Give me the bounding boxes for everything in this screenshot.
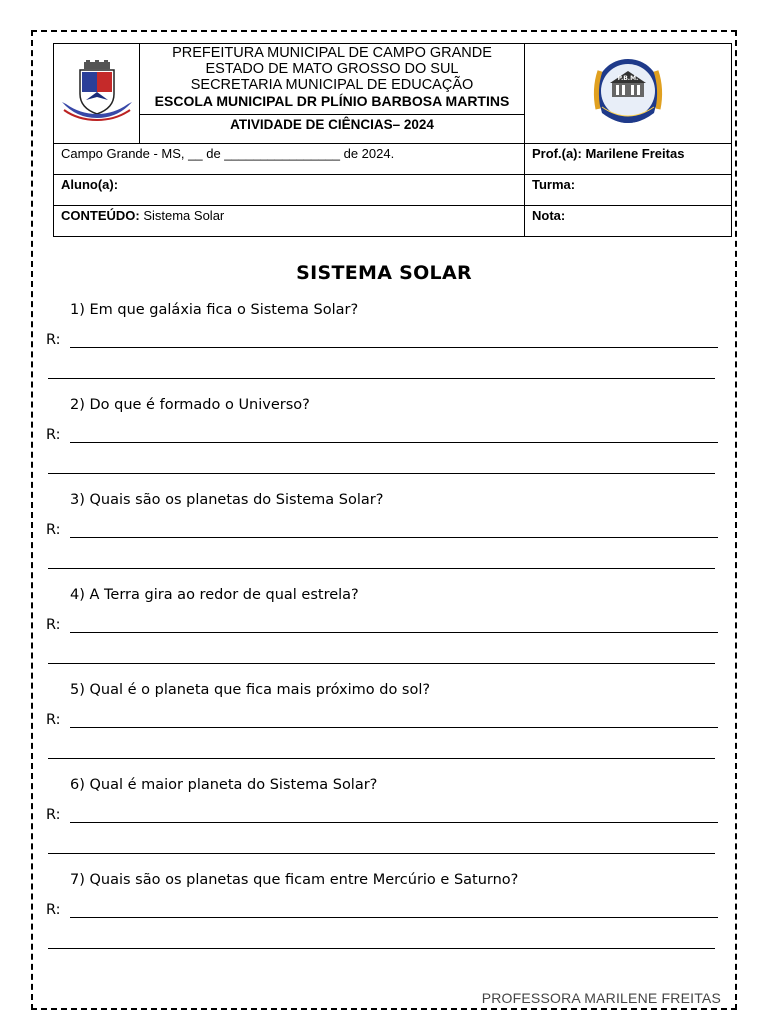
content-cell <box>54 206 525 237</box>
answer-line[interactable] <box>70 347 718 348</box>
answer-line[interactable] <box>48 473 715 474</box>
question-text: 6) Qual é maior planeta do Sistema Solar? <box>70 777 378 793</box>
worksheet-title: SISTEMA SOLAR <box>296 262 472 284</box>
answer-line[interactable] <box>70 537 718 538</box>
answer-label: R: <box>46 332 61 348</box>
footer-signature: PROFESSORA MARILENE FREITAS <box>481 990 721 1006</box>
answer-label: R: <box>46 712 61 728</box>
left-logo-cell <box>54 44 140 144</box>
title-cell <box>140 44 525 144</box>
teacher-label: Prof.(a): Marilene Freitas <box>532 146 685 161</box>
answer-line[interactable] <box>48 568 715 569</box>
question-text: 7) Quais são os planetas que ficam entre Mercúrio e Saturno? <box>70 872 519 888</box>
activity-title: ATIVIDADE DE CIÊNCIAS– 2024 <box>140 114 524 143</box>
answer-line[interactable] <box>48 663 715 664</box>
question-text: 4) A Terra gira ao redor de qual estrela? <box>70 587 359 603</box>
question-text: 5) Qual é o planeta que fica mais próximo do sol? <box>70 682 431 698</box>
teacher-cell <box>525 144 732 175</box>
municipal-coat-of-arms-icon <box>56 60 138 122</box>
answer-line[interactable] <box>70 822 718 823</box>
school-emblem-icon <box>588 49 668 133</box>
answer-line[interactable] <box>48 853 715 854</box>
content-value: Sistema Solar <box>139 208 225 223</box>
answer-label: R: <box>46 807 61 823</box>
grade-label: Nota: <box>532 208 566 223</box>
question-text: 1) Em que galáxia fica o Sistema Solar? <box>70 302 359 318</box>
class-cell[interactable] <box>525 175 732 206</box>
header-line-1: PREFEITURA MUNICIPAL DE CAMPO GRANDE <box>172 45 492 61</box>
header-line-2: ESTADO DE MATO GROSSO DO SUL <box>205 61 459 77</box>
answer-line[interactable] <box>48 378 715 379</box>
date-line: Campo Grande - MS, __ de ________________ de 2024. <box>61 146 395 161</box>
answer-label: R: <box>46 617 61 633</box>
answer-line[interactable] <box>48 758 715 759</box>
content-label: CONTEÚDO: <box>61 208 140 223</box>
answer-line[interactable] <box>70 632 718 633</box>
answer-label: R: <box>46 427 61 443</box>
date-cell <box>54 144 525 175</box>
answer-line[interactable] <box>70 917 718 918</box>
answer-line[interactable] <box>70 442 718 443</box>
student-cell[interactable] <box>54 175 525 206</box>
answer-line[interactable] <box>70 727 718 728</box>
header-table <box>53 43 732 237</box>
answer-label: R: <box>46 902 61 918</box>
question-text: 3) Quais são os planetas do Sistema Solar? <box>70 492 384 508</box>
right-logo-cell <box>525 44 732 144</box>
answer-label: R: <box>46 522 61 538</box>
class-label: Turma: <box>532 177 576 192</box>
header-line-3: SECRETARIA MUNICIPAL DE EDUCAÇÃO <box>190 77 474 93</box>
school-name: ESCOLA MUNICIPAL DR PLÍNIO BARBOSA MARTINS <box>154 93 510 109</box>
question-text: 2) Do que é formado o Universo? <box>70 397 310 413</box>
student-label: Aluno(a): <box>61 177 119 192</box>
answer-line[interactable] <box>48 948 715 949</box>
grade-cell[interactable] <box>525 206 732 237</box>
emblem-initials: P.B.M. <box>617 75 639 82</box>
